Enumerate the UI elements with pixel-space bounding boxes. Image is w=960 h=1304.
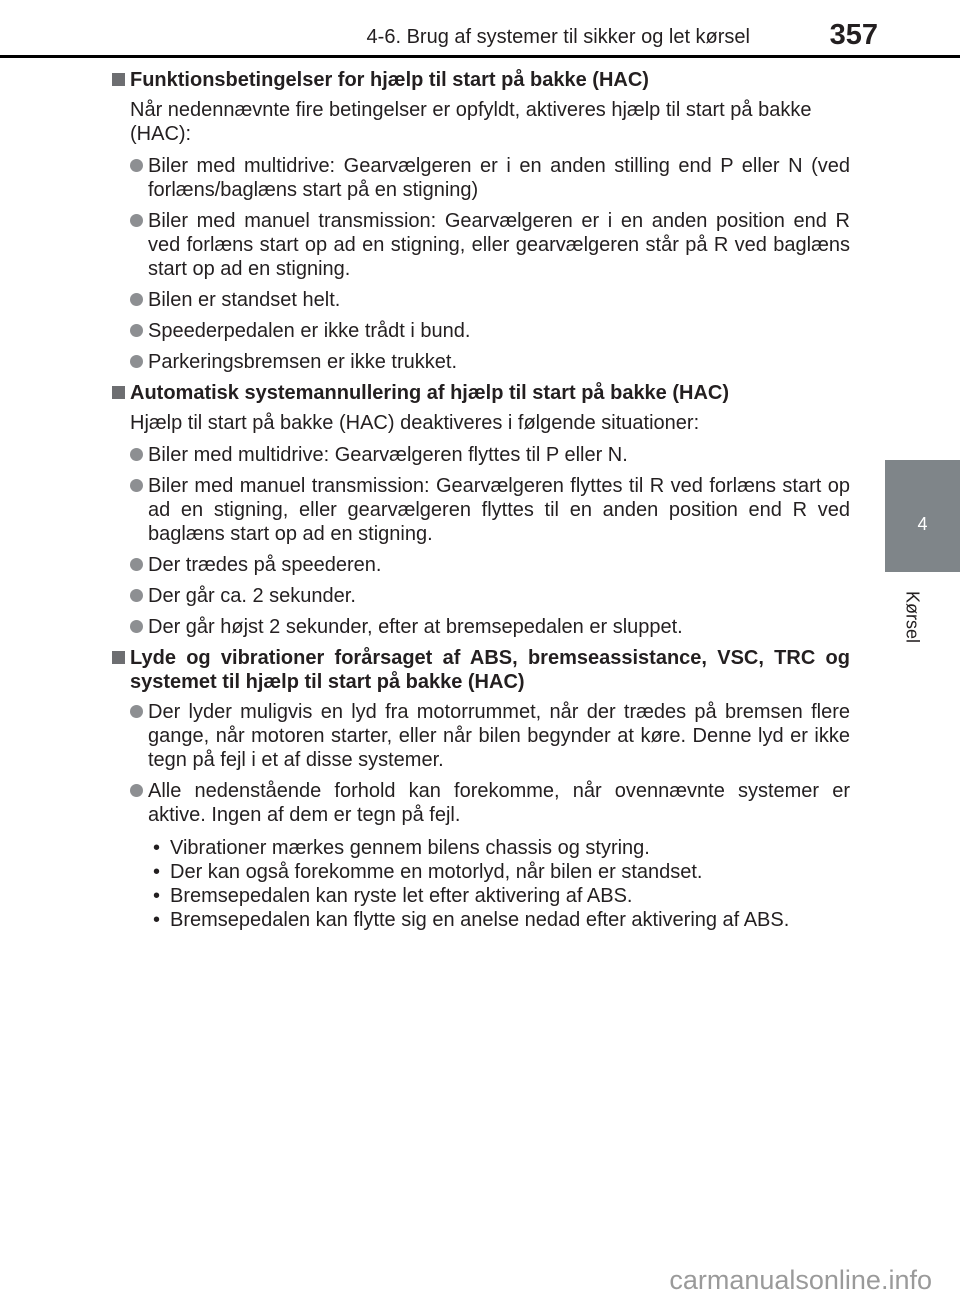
- circle-bullet-icon: [130, 293, 143, 306]
- small-bullet-icon: •: [153, 861, 161, 883]
- list-item-text: Biler med manuel transmission: Gearvælgeren flyttes til R ved forlæns start op ad en stigning, eller gearvælgeren flyttes til en anden position end R ved baglæns start op ad en stigning.: [148, 475, 850, 545]
- list-item: [110, 319, 850, 343]
- circle-bullet-icon: [130, 620, 143, 633]
- small-bullet-icon: •: [153, 909, 161, 931]
- page-content: [110, 68, 850, 932]
- list-item: [110, 288, 850, 312]
- list-item: [110, 474, 850, 546]
- square-bullet-icon: [112, 73, 125, 86]
- chapter-tab: [885, 460, 960, 572]
- circle-bullet-icon: [130, 355, 143, 368]
- section-hac-conditions: [110, 68, 850, 374]
- small-bullet-icon: •: [153, 837, 161, 859]
- circle-bullet-icon: [130, 448, 143, 461]
- list-item-text: Der lyder muligvis en lyd fra motorrummet, når der trædes på bremsen flere gange, når motoren starter, eller når bilen begynder at køre. Denne lyd er ikke tegn på fejl i et af disse systemer.: [148, 701, 850, 771]
- chapter-number: 4: [917, 514, 928, 534]
- sub-list-item-text: Bremsepedalen kan flytte sig en anelse nedad efter aktivering af ABS.: [170, 909, 790, 931]
- circle-bullet-icon: [130, 589, 143, 602]
- circle-bullet-icon: [130, 479, 143, 492]
- sub-list-item: [148, 860, 850, 884]
- sub-list-item-text: Bremsepedalen kan ryste let efter aktivering af ABS.: [170, 885, 633, 907]
- circle-bullet-icon: [130, 784, 143, 797]
- list-item-text: Parkeringsbremsen er ikke trukket.: [148, 351, 458, 373]
- list-item: [110, 154, 850, 202]
- list-item: [110, 350, 850, 374]
- circle-bullet-icon: [130, 214, 143, 227]
- circle-bullet-icon: [130, 324, 143, 337]
- list-item: [110, 615, 850, 639]
- chapter-label: Kørsel: [902, 590, 923, 644]
- page-number: 357: [829, 19, 878, 51]
- section-heading: [110, 646, 850, 694]
- list-item: [110, 584, 850, 608]
- list-item-text: Der går højst 2 sekunder, efter at bremsepedalen er sluppet.: [148, 616, 683, 638]
- small-bullet-icon: •: [153, 885, 161, 907]
- list-item-text: Biler med multidrive: Gearvælgeren er i en anden stilling end P eller N (ved forlæns/baglæns start på en stigning): [148, 155, 850, 201]
- list-item: [110, 209, 850, 281]
- section-heading-text: Funktionsbetingelser for hjælp til start på bakke (HAC): [130, 69, 649, 91]
- section-heading-text: Automatisk systemannullering af hjælp til start på bakke (HAC): [130, 382, 730, 404]
- section-intro: Når nedennævnte fire betingelser er opfyldt, aktiveres hjælp til start på bakke (HAC):: [130, 99, 812, 145]
- header-rule: [0, 55, 960, 58]
- sub-list-item: [148, 884, 850, 908]
- square-bullet-icon: [112, 651, 125, 664]
- list-item: [110, 443, 850, 467]
- sub-list-item: [148, 908, 850, 932]
- list-item-text: Biler med multidrive: Gearvælgeren flyttes til P eller N.: [148, 444, 628, 466]
- circle-bullet-icon: [130, 558, 143, 571]
- list-item: [110, 700, 850, 772]
- section-sounds-vibrations: [110, 646, 850, 932]
- header-title: 4-6. Brug af systemer til sikker og let kørsel: [366, 26, 750, 48]
- circle-bullet-icon: [130, 705, 143, 718]
- circle-bullet-icon: [130, 159, 143, 172]
- list-item: [110, 553, 850, 577]
- watermark: carmanualsonline.info: [669, 1265, 932, 1295]
- list-item-text: Der går ca. 2 sekunder.: [148, 585, 356, 607]
- list-item-text: Der trædes på speederen.: [148, 554, 382, 576]
- sub-list-item-text: Vibrationer mærkes gennem bilens chassis og styring.: [170, 837, 650, 859]
- sub-list-item-text: Der kan også forekomme en motorlyd, når bilen er standset.: [170, 861, 703, 883]
- section-hac-cancellation: [110, 381, 850, 639]
- page-header: [0, 0, 960, 60]
- sub-list-item: [148, 836, 850, 860]
- square-bullet-icon: [112, 386, 125, 399]
- section-heading: [110, 68, 850, 92]
- section-intro: Hjælp til start på bakke (HAC) deaktiveres i følgende situationer:: [130, 412, 700, 434]
- list-item-text: Bilen er standset helt.: [148, 289, 341, 311]
- list-item-text: Alle nedenstående forhold kan forekomme, når ovennævnte systemer er aktive. Ingen af dem er tegn på fejl.: [148, 780, 850, 826]
- list-item-text: Speederpedalen er ikke trådt i bund.: [148, 320, 471, 342]
- sub-list: [110, 836, 850, 932]
- list-item-text: Biler med manuel transmission: Gearvælgeren er i en anden position end R ved forlæns start op ad en stigning, eller gearvælgeren står på R ved baglæns start op ad en stigning.: [148, 210, 850, 280]
- chapter-label-container: [897, 582, 927, 652]
- section-heading-text: Lyde og vibrationer forårsaget af ABS, bremseassistance, VSC, TRC og systemet til hjælp til start på bakke (HAC): [130, 647, 850, 693]
- section-heading: [110, 381, 850, 405]
- list-item: [110, 779, 850, 827]
